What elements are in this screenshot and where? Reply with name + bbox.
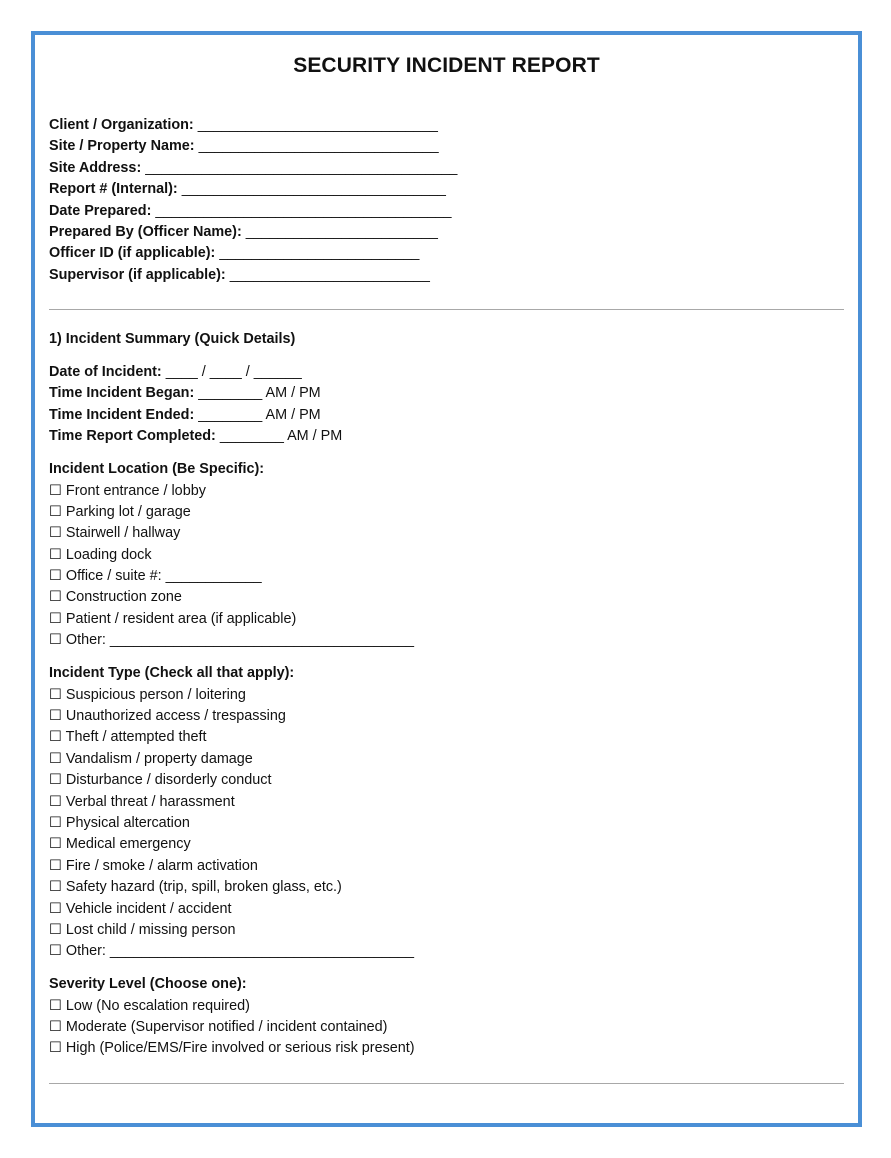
location-option[interactable] (49, 481, 849, 502)
option-label: Other: ______________________________________ (65, 943, 415, 960)
incident-type-option[interactable] (49, 685, 849, 706)
field-officer-id[interactable] (49, 243, 849, 264)
incident-type-option[interactable] (49, 770, 849, 791)
option-label: Patient / resident area (if applicable) (65, 610, 297, 627)
location-option[interactable] (49, 630, 849, 651)
location-option[interactable] (49, 609, 849, 630)
checkbox-icon[interactable]: ☐ (49, 997, 62, 1014)
option-label: Verbal threat / harassment (65, 793, 235, 810)
incident-type-option[interactable] (49, 813, 849, 834)
incident-type-option[interactable] (49, 792, 849, 813)
location-option[interactable] (49, 587, 849, 608)
option-label: Front entrance / lobby (65, 482, 206, 499)
incident-summary-section (49, 329, 849, 1060)
checkbox-icon[interactable]: ☐ (49, 708, 62, 725)
severity-option[interactable] (49, 1017, 849, 1038)
checkbox-icon[interactable]: ☐ (49, 632, 62, 649)
checkbox-icon[interactable]: ☐ (49, 1019, 62, 1036)
field-label: Site / Property Name: (49, 138, 195, 155)
field-label: Time Report Completed: (49, 428, 216, 445)
option-label: Other: ______________________________________ (65, 632, 415, 649)
incident-type-option[interactable] (49, 920, 849, 941)
checkbox-icon[interactable]: ☐ (49, 568, 62, 585)
checkbox-icon[interactable]: ☐ (49, 482, 62, 499)
option-label: Office / suite #: ____________ (65, 568, 262, 585)
header-fields (49, 115, 849, 286)
option-label: Stairwell / hallway (65, 525, 181, 542)
field-blank[interactable]: _____________________________________ (155, 202, 452, 219)
incident-type-heading: Incident Type (Check all that apply): (49, 665, 295, 682)
checkbox-icon[interactable]: ☐ (49, 836, 62, 853)
field-label: Date Prepared: (49, 202, 152, 219)
field-client[interactable] (49, 115, 849, 136)
option-label: Vehicle incident / accident (65, 900, 232, 917)
field-time-report-completed[interactable] (49, 426, 849, 447)
field-label: Date of Incident: (49, 363, 162, 380)
option-label: Construction zone (65, 589, 182, 606)
option-label: Moderate (Supervisor notified / incident contained) (65, 1019, 388, 1036)
field-blank[interactable]: ______________________________ (197, 117, 438, 133)
checkbox-icon[interactable]: ☐ (49, 943, 62, 960)
location-option[interactable] (49, 523, 849, 544)
field-label: Time Incident Began: (49, 385, 195, 402)
incident-type-option[interactable] (49, 941, 849, 962)
option-label: Vandalism / property damage (65, 750, 253, 767)
section-divider (49, 309, 844, 310)
field-blank[interactable]: _________________________ (219, 245, 420, 262)
option-label: Physical altercation (65, 814, 190, 831)
field-blank[interactable]: ________ AM / PM (198, 406, 321, 423)
field-date-prepared[interactable] (49, 201, 849, 222)
report-title: SECURITY INCIDENT REPORT (293, 54, 600, 77)
incident-type-option[interactable] (49, 899, 849, 920)
checkbox-icon[interactable]: ☐ (49, 546, 62, 563)
field-label: Officer ID (if applicable): (49, 245, 216, 262)
field-label: Report # (Internal): (49, 181, 178, 198)
checkbox-icon[interactable]: ☐ (49, 525, 62, 542)
field-blank[interactable]: ____ / ____ / ______ (165, 363, 302, 380)
checkbox-icon[interactable]: ☐ (49, 610, 62, 627)
checkbox-icon[interactable]: ☐ (49, 1040, 62, 1057)
field-date-of-incident[interactable] (49, 362, 849, 383)
option-label: Theft / attempted theft (65, 729, 207, 746)
option-label: Medical emergency (65, 836, 191, 853)
checkbox-icon[interactable]: ☐ (49, 729, 62, 746)
option-label: Fire / smoke / alarm activation (65, 857, 258, 874)
field-blank[interactable]: _________________________ (229, 266, 430, 283)
field-label: Prepared By (Officer Name): (49, 223, 242, 240)
location-option[interactable] (49, 545, 849, 566)
checkbox-icon[interactable]: ☐ (49, 900, 62, 917)
field-blank[interactable]: ________________________ (245, 223, 438, 240)
incident-type-option[interactable] (49, 856, 849, 877)
checkbox-icon[interactable]: ☐ (49, 750, 62, 767)
field-blank[interactable]: ______________________________ (198, 138, 439, 155)
field-time-ended[interactable] (49, 405, 849, 426)
field-label: Client / Organization: (49, 117, 194, 133)
field-label: Supervisor (if applicable): (49, 266, 226, 283)
field-report-number[interactable] (49, 179, 849, 200)
option-label: High (Police/EMS/Fire involved or serious risk present) (65, 1040, 415, 1057)
option-label: Suspicious person / loitering (65, 686, 246, 703)
field-blank[interactable]: ________ AM / PM (198, 385, 321, 402)
section-heading: 1) Incident Summary (Quick Details) (49, 331, 296, 347)
location-option[interactable] (49, 502, 849, 523)
incident-type-option[interactable] (49, 834, 849, 855)
option-label: Parking lot / garage (65, 503, 191, 520)
field-label: Site Address: (49, 159, 142, 176)
incident-type-option[interactable] (49, 749, 849, 770)
field-blank[interactable]: _________________________________ (181, 181, 446, 198)
option-label: Low (No escalation required) (65, 997, 250, 1014)
incident-type-option[interactable] (49, 706, 849, 727)
field-blank[interactable]: _______________________________________ (145, 159, 458, 176)
field-site-address[interactable] (49, 158, 849, 179)
option-label: Loading dock (65, 546, 152, 563)
option-label: Disturbance / disorderly conduct (65, 772, 272, 789)
field-supervisor[interactable] (49, 265, 849, 286)
checkbox-icon[interactable]: ☐ (49, 503, 62, 520)
location-option[interactable] (49, 566, 849, 587)
checkbox-icon[interactable]: ☐ (49, 921, 62, 938)
option-label: Unauthorized access / trespassing (65, 708, 286, 725)
incident-type-option[interactable] (49, 877, 849, 898)
checkbox-icon[interactable]: ☐ (49, 857, 62, 874)
incident-type-option[interactable] (49, 727, 849, 748)
option-label: Safety hazard (trip, spill, broken glass, etc.) (65, 879, 342, 896)
checkbox-icon[interactable]: ☐ (49, 589, 62, 606)
checkbox-icon[interactable]: ☐ (49, 772, 62, 789)
field-blank[interactable]: ________ AM / PM (219, 428, 343, 445)
severity-heading: Severity Level (Choose one): (49, 976, 247, 993)
section-divider (49, 1083, 844, 1084)
severity-option[interactable] (49, 1038, 849, 1059)
field-time-began[interactable] (49, 383, 849, 404)
checkbox-icon[interactable]: ☐ (49, 879, 62, 896)
field-site-name[interactable] (49, 136, 849, 157)
report-page (31, 31, 862, 1127)
field-prepared-by[interactable] (49, 222, 849, 243)
field-label: Time Incident Ended: (49, 406, 195, 423)
option-label: Lost child / missing person (65, 921, 236, 938)
checkbox-icon[interactable]: ☐ (49, 686, 62, 703)
location-heading: Incident Location (Be Specific): (49, 461, 265, 478)
checkbox-icon[interactable]: ☐ (49, 793, 62, 810)
severity-option[interactable] (49, 996, 849, 1017)
checkbox-icon[interactable]: ☐ (49, 814, 62, 831)
